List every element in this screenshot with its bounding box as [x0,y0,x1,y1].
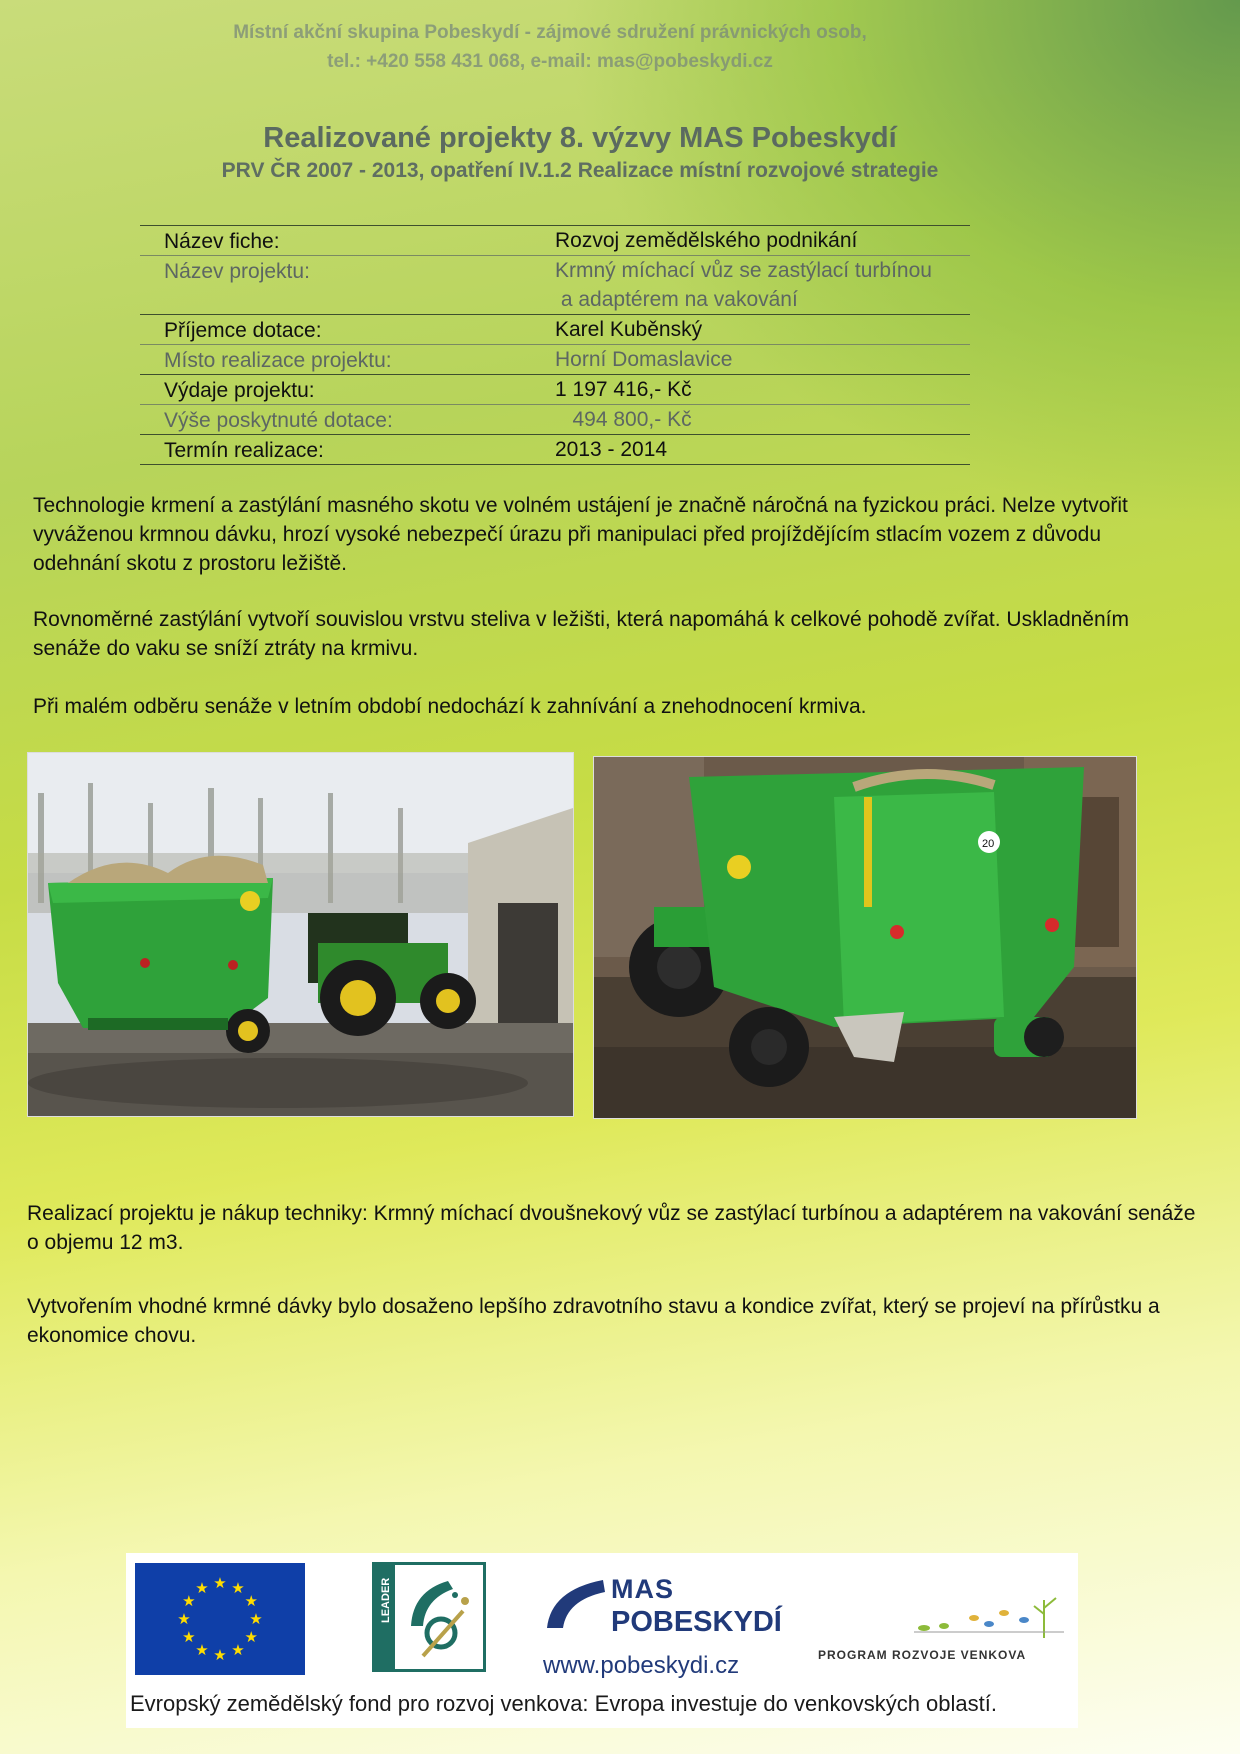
info-label: Termín realizace: [164,439,324,462]
org-name: Místní akční skupina Pobeskydí - zájmové sdružení právnických osob, [233,22,867,43]
info-row-recipient [140,314,970,344]
paragraph-technology: Technologie krmení a zastýlání masného skotu ve volném ustájení je značně náročná na fyzickou práci. Nelze vytvořit vyváženou krmnou dávku, hrozí vysoké nebezpečí úrazu při manipulaci před projíždějícím stlacím vozem z důvodu odehnání skotu z prostoru ležiště. [33,494,1128,575]
info-value: Horní Domaslavice [555,348,733,371]
info-value [555,256,932,314]
info-label: Příjemce dotace: [164,319,322,342]
eu-star-icon: ★ [195,1642,209,1660]
leader-label: LEADER [380,1577,392,1623]
info-value: Rozvoj zemědělského podnikání [555,229,858,252]
eu-star-icon: ★ [177,1611,191,1628]
page-title: Realizované projekty 8. výzvy MAS Pobeskydí [263,122,897,154]
info-row-project [140,255,970,314]
eu-star-icon: ★ [195,1579,209,1597]
eu-star-icon: ★ [244,1629,258,1646]
info-value: Karel Kuběnský [555,318,703,341]
photo-mixer-rear-view [593,756,1137,1119]
eu-star-icon: ★ [182,1593,196,1610]
eu-star-icon: ★ [182,1629,196,1646]
svg-text:20: 20 [982,838,995,850]
mas-logo-line1: MAS [611,1574,674,1604]
eu-flag-logo [135,1563,305,1675]
info-row-fiche [140,225,970,255]
project-info-table [140,225,970,465]
info-value: 494 800,- Kč [555,408,692,431]
program-rozvoje-venkova-logo [804,1588,1066,1673]
info-label: Název fiche: [164,230,280,253]
info-label: Místo realizace projektu: [164,349,392,372]
info-row-expenses [140,374,970,404]
paragraph-result: Vytvořením vhodné krmné dávky bylo dosaženo lepšího zdravotního stavu a kondice zvířat, který se projeví na přírůstku a ekonomice chovu. [27,1295,1160,1347]
eu-star-icon: ★ [244,1593,258,1610]
paragraph-silage: Při malém odběru senáže v letním období nedochází k zahnívání a znehodnocení krmiva. [33,695,867,718]
info-value-line2: a adaptérem na vakování [555,288,798,311]
paragraph-bedding: Rovnoměrné zastýlání vytvoří souvislou vrstvu steliva v ležišti, která napomáhá k celkové pohodě zvířat. Uskladněním senáže do vaku se sníží ztráty na krmivu. [33,608,1129,660]
leader-logo [372,1562,486,1672]
funding-logos-banner [126,1553,1078,1728]
mas-pobeskydi-logo [543,1568,783,1679]
eafrd-slogan: Evropský zemědělský fond pro rozvoj venkova: Evropa investuje do venkovských oblastí. [130,1691,997,1716]
info-value-line1: Krmný míchací vůz se zastýlací turbínou [555,259,932,282]
info-label: Výdaje projektu: [164,379,315,402]
mas-logo-line2: POBESKYDÍ [611,1606,782,1638]
mas-website: www.pobeskydi.cz [543,1652,740,1679]
info-row-location [140,344,970,374]
eu-star-icon: ★ [213,1575,227,1592]
eu-star-icon: ★ [231,1579,245,1597]
info-value: 1 197 416,- Kč [555,378,692,401]
sprouts-icon [914,1588,1064,1643]
page-subtitle: PRV ČR 2007 - 2013, opatření IV.1.2 Realizace místní rozvojové strategie [221,159,939,182]
info-row-term [140,434,970,465]
eu-star-icon: ★ [213,1647,227,1664]
prv-label: PROGRAM ROZVOJE VENKOVA [818,1648,1027,1662]
eu-star-icon: ★ [249,1611,263,1628]
info-value: 2013 - 2014 [555,438,668,461]
org-contact: tel.: +420 558 431 068, e-mail: mas@pobeskydi.cz [327,51,773,72]
info-label: Výše poskytnuté dotace: [164,409,393,432]
info-label: Název projektu: [164,260,310,283]
eu-star-icon: ★ [231,1642,245,1660]
paragraph-purchase: Realizací projektu je nákup techniky: Krmný míchací dvoušnekový vůz se zastýlací turbínou a adaptérem na vakování senáže o objemu 12 m3. [27,1202,1196,1254]
mas-swoosh-icon [543,1578,609,1630]
info-row-subsidy [140,404,970,434]
photo-mixer-with-tractor [27,752,574,1117]
leader-emblem-icon [403,1571,481,1665]
